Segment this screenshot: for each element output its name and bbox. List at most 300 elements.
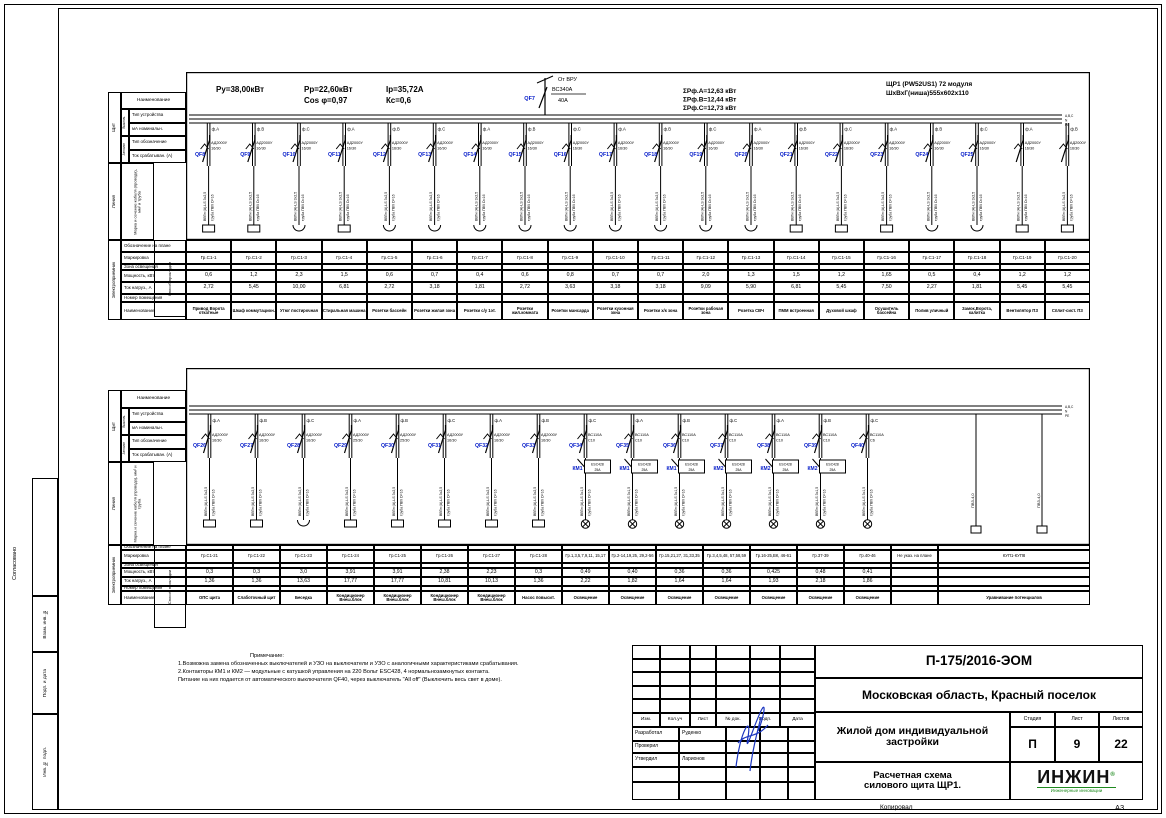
row-current-cell: 10,00 (276, 282, 321, 294)
feeder-QF35 (616, 414, 657, 528)
row-power-cell: 1,5 (322, 270, 367, 282)
row-marking-cell: Гр.С1-2 (231, 252, 276, 264)
svg-text:16/30: 16/30 (437, 146, 447, 151)
row-marking-cell: Гр.С1-15 (819, 252, 864, 264)
row-room-number-cell (276, 294, 321, 302)
row-power-cell: 2,38 (421, 568, 468, 577)
svg-text:16/30: 16/30 (617, 146, 628, 151)
row-name-cell: Розетки рабочая зона (683, 302, 728, 320)
row-plan-designation-cell (367, 240, 412, 252)
stamp-cell (690, 699, 716, 713)
row-power-cell: 2,3 (276, 270, 321, 282)
row-plan-designation-cell (728, 240, 773, 252)
stamp-role-cell (788, 782, 815, 800)
stamp-cell (632, 659, 660, 673)
svg-text:ESC428: ESC428 (591, 462, 604, 467)
svg-text:АД2000У: АД2000У (494, 433, 511, 437)
row-plan-designation-cell (683, 240, 728, 252)
schematic-svg-2 (186, 368, 1090, 545)
row-room-number-cell (774, 294, 819, 302)
row-power-cell: 0,8 (548, 270, 593, 282)
svg-text:ВВГнг(А)-LS 3х2,5: ВВГнг(А)-LS 3х2,5 (533, 486, 537, 516)
row-name-cell: Освещение (750, 591, 797, 605)
row-room-number-cell (502, 294, 547, 302)
stage-value: П (1010, 727, 1055, 762)
logo-tagline: Инженерные инновации (1037, 787, 1116, 794)
stamp-role-cell: Ларионов (679, 753, 726, 767)
svg-text:16/30: 16/30 (934, 146, 944, 151)
row-plan-designation-cell (412, 240, 457, 252)
row-name-cell: Шкаф коммутацион. (231, 302, 276, 320)
row-plan-designation-cell (457, 240, 502, 252)
svg-text:труба ПВХ D=16: труба ПВХ D=16 (681, 489, 686, 516)
title-block (632, 645, 1143, 800)
feeder-QF17 (599, 123, 635, 231)
svg-text:QF13: QF13 (418, 152, 432, 158)
row-marking-cell: Гр.С1-11 (638, 252, 683, 264)
row-room-number-cell (638, 294, 683, 302)
row-name-cell: Освещение (609, 591, 656, 605)
svg-text:труба ПВХ D=16: труба ПВХ D=16 (258, 489, 263, 516)
svg-text:ESC428: ESC428 (638, 462, 651, 467)
label-device-type: Тип устройства (129, 408, 186, 422)
row-current-cell: 1,81 (954, 282, 999, 294)
feeder-s1-20 (1059, 123, 1086, 232)
svg-text:ф.В: ф.В (663, 126, 672, 132)
svg-text:АД2000У: АД2000У (753, 141, 770, 145)
stamp-role-cell (679, 782, 726, 800)
format-label: А3 (1115, 803, 1125, 812)
svg-text:АД2000У: АД2000У (979, 141, 996, 145)
panel-info (886, 81, 972, 97)
margin-box-blank (32, 478, 58, 596)
svg-text:16/30: 16/30 (346, 146, 357, 151)
svg-text:АД2000У: АД2000У (400, 433, 417, 437)
stamp-role-cell: Разработал (632, 727, 679, 741)
svg-text:ф.С: ф.С (437, 126, 446, 132)
svg-text:QF21: QF21 (779, 152, 793, 158)
svg-text:ВВГнг(А)-LS 3х2,5: ВВГнг(А)-LS 3х2,5 (1016, 191, 1021, 221)
svg-text:QF17: QF17 (598, 152, 612, 158)
svg-text:ШхВхГ(ниша)555х602х110: ШхВхГ(ниша)555х602х110 (886, 90, 969, 97)
svg-text:ЩР1 (PW52US1) 72 модуля: ЩР1 (PW52US1) 72 модуля (886, 81, 973, 88)
svg-text:16/30: 16/30 (482, 146, 492, 151)
row-name-cell: Освещение (844, 591, 891, 605)
svg-text:труба ПВХ D=16: труба ПВХ D=16 (775, 489, 780, 516)
svg-text:С10: С10 (682, 438, 689, 443)
svg-text:труба ПВХ D=16: труба ПВХ D=16 (933, 194, 938, 221)
doc-number: П-175/2016-ЭОМ (815, 645, 1143, 678)
row-plan-designation-cell (774, 240, 819, 252)
svg-text:ВВГнг(А)-LS 3х2,5: ВВГнг(А)-LS 3х2,5 (700, 191, 705, 221)
row-power-cell: 0,48 (797, 568, 844, 577)
stamp-cell (780, 686, 815, 700)
svg-text:труба ПВХ D=16: труба ПВХ D=16 (436, 194, 441, 221)
sublabel-breaker: Автомат (121, 435, 129, 462)
svg-text:QF16: QF16 (553, 152, 567, 158)
svg-text:N: N (1065, 118, 1068, 123)
row-marking-cell: Гр.40-46 (844, 550, 891, 563)
svg-text:ф.А: ф.А (482, 126, 491, 132)
svg-text:16/30: 16/30 (798, 146, 809, 151)
row-marking-cell: Гр.С1-17 (909, 252, 954, 264)
row-power-cell: 0,3 (233, 568, 280, 577)
label-trip-current: Ток срабатыван. (А) (129, 150, 186, 164)
stamp-cell (716, 672, 750, 686)
svg-text:QF11: QF11 (328, 152, 341, 158)
row-name-label: Наименование (121, 302, 186, 320)
row-power-cell: 2,23 (468, 568, 515, 577)
svg-text:ф.А: ф.А (494, 418, 502, 423)
row-current-cell: 2,27 (909, 282, 954, 294)
row-room-number-cell (954, 294, 999, 302)
svg-text:АД2000У: АД2000У (798, 141, 815, 145)
stamp-role-cell (788, 767, 815, 782)
svg-text:С6: С6 (870, 438, 875, 443)
row-power-cell (938, 568, 1090, 577)
row-name-cell: Слаботочный щит (233, 591, 280, 605)
stamp-role-cell (679, 741, 726, 753)
row-current-cell: 1,81 (457, 282, 502, 294)
svg-text:25А: 25А (688, 467, 695, 472)
row-room-number-cell (819, 294, 864, 302)
schematic-section-2 (108, 368, 1090, 605)
row-marking-cell: Гр.С1-13 (728, 252, 773, 264)
feeder-QF15 (509, 123, 545, 231)
feeder-QF28 (287, 414, 323, 526)
svg-text:25А: 25А (829, 467, 836, 472)
svg-text:ПВ3-4,0: ПВ3-4,0 (970, 493, 975, 508)
svg-text:труба ПВХ D=16: труба ПВХ D=16 (728, 489, 733, 516)
stamp-role-cell (726, 782, 760, 800)
row-power-cell: 0,6 (367, 270, 412, 282)
row-name-cell: Розетки мансарда (548, 302, 593, 320)
row-plan-designation-cell (593, 240, 638, 252)
row-marking-label: Маркировка (121, 252, 186, 264)
registered-mark-icon: ® (1110, 772, 1116, 779)
svg-text:ВВГнг(А)-LS 3х2,5: ВВГнг(А)-LS 3х2,5 (439, 486, 443, 516)
row-name-cell: Розетки кухонная зона (593, 302, 638, 320)
svg-text:16/30: 16/30 (301, 146, 312, 151)
stamp-header-cell: № док. (716, 713, 750, 727)
row-current-cell: 1,82 (609, 577, 656, 586)
svg-text:ВС110А: ВС110А (776, 433, 790, 437)
stamp-cell (660, 686, 690, 700)
svg-text:С10: С10 (823, 438, 830, 443)
svg-text:ВВГнг(А)-LS 3х2,5: ВВГнг(А)-LS 3х2,5 (564, 191, 569, 221)
svg-text:С10: С10 (635, 438, 642, 443)
row-plan-designation-cell (638, 240, 683, 252)
svg-text:АД2000У: АД2000У (482, 141, 499, 145)
row-light-zone-label: Зона освещения (121, 264, 186, 270)
copied-label: Копировал (880, 804, 913, 811)
vzam-inv-label: Взам. инв. № (42, 609, 48, 639)
svg-text:QF25: QF25 (960, 152, 974, 158)
row-name-cell: Розетки х/к зона (638, 302, 683, 320)
svg-text:QF24: QF24 (915, 152, 929, 158)
row-marking-cell: Гр.С1-7 (457, 252, 502, 264)
row-current-cell: 1,36 (515, 577, 562, 586)
stamp-cell (690, 686, 716, 700)
row-plan-designation-cell (502, 240, 547, 252)
row-current-cell: 10,13 (468, 577, 515, 586)
svg-text:ВС110А: ВС110А (870, 433, 884, 437)
svg-text:труба ПВХ D=16: труба ПВХ D=16 (634, 489, 639, 516)
svg-text:АД2000У: АД2000У (256, 141, 273, 145)
margin-box-inv (32, 714, 58, 810)
svg-text:16/30: 16/30 (843, 146, 854, 151)
svg-text:ф.С: ф.С (302, 126, 310, 132)
feeder-QF31 (428, 414, 464, 527)
svg-text:Кс=0,6: Кс=0,6 (386, 96, 412, 105)
row-name-cell: Кондиционер Внеш.блок (374, 591, 421, 605)
svg-text:QF12: QF12 (372, 152, 386, 158)
stamp-cell (632, 645, 660, 659)
svg-text:АД2000У: АД2000У (663, 141, 680, 145)
svg-text:труба ПВХ D=16: труба ПВХ D=16 (346, 194, 351, 221)
row-name-cell: Розетки жилая зона (412, 302, 457, 320)
svg-text:16/30: 16/30 (889, 146, 899, 151)
svg-text:16/30: 16/30 (391, 146, 402, 151)
svg-text:ВВГнг(А)-LS 3х2,5: ВВГнг(А)-LS 3х2,5 (293, 191, 298, 221)
svg-text:труба ПВХ D=16: труба ПВХ D=16 (587, 489, 592, 516)
row-current-cell: 17,77 (374, 577, 421, 586)
row-name-cell: Духовой шкаф (819, 302, 864, 320)
bus-bars (189, 114, 1074, 127)
svg-text:QF8: QF8 (195, 152, 206, 158)
row-power-cell: 1,2 (231, 270, 276, 282)
stamp-role-cell (679, 767, 726, 782)
feeder-QF14 (463, 123, 499, 231)
row-power-cell: 0,4 (954, 270, 999, 282)
row-current-cell: 13,63 (280, 577, 327, 586)
svg-text:QF7: QF7 (524, 96, 535, 102)
svg-text:ΣРф.С=12,73 кВт: ΣРф.С=12,73 кВт (683, 105, 737, 112)
svg-text:ВВГнг(А)-LS 3х2,5: ВВГнг(А)-LS 3х2,5 (835, 191, 840, 221)
row-power-cell: 1,2 (1000, 270, 1045, 282)
svg-text:16/30: 16/30 (979, 146, 990, 151)
row-marking-label: Маркировка (121, 550, 186, 563)
svg-text:ф.В: ф.В (541, 418, 549, 423)
row-power-cell: 0,425 (750, 568, 797, 577)
stamp-cell (750, 672, 780, 686)
row-power-cell (891, 568, 938, 577)
row-power-cell: 2,0 (683, 270, 728, 282)
svg-text:16/30: 16/30 (1024, 146, 1035, 151)
svg-text:16/30: 16/30 (708, 146, 718, 151)
row-room-number-cell (683, 294, 728, 302)
feeder-QF27 (240, 414, 276, 527)
svg-text:ВВГнг(А)-LS 3х2,5: ВВГнг(А)-LS 3х2,5 (790, 191, 795, 221)
feeder-QF32 (475, 414, 511, 527)
row-plan-designation-cell (954, 240, 999, 252)
row-current-label: Ток нагруз., А (121, 577, 186, 586)
row-marking-cell: Гр.С1-5 (367, 252, 412, 264)
stamp-cell (716, 659, 750, 673)
svg-text:АД2000У: АД2000У (1024, 141, 1041, 145)
sublabel-rcd: Выключ. (121, 109, 129, 136)
row-marking-cell: Гр.С1-25 (374, 550, 421, 563)
feeder-QF10 (283, 123, 319, 231)
row-marking-cell: Гр.С1-10 (593, 252, 638, 264)
svg-text:ВВГнг(А)-LS 3х2,5: ВВГнг(А)-LS 3х2,5 (203, 191, 208, 221)
svg-text:АД2000У: АД2000У (889, 141, 906, 145)
row-current-cell: 17,77 (327, 577, 374, 586)
row-name-cell: ОПС щита (186, 591, 233, 605)
svg-text:ф.А: ф.А (889, 126, 898, 132)
svg-text:труба ПВХ D=16: труба ПВХ D=16 (869, 489, 874, 516)
feeder-QF34 (569, 414, 610, 528)
row-current-cell: 5,90 (728, 282, 773, 294)
stamp-role-cell (632, 767, 679, 782)
svg-text:QF14: QF14 (463, 152, 477, 158)
row-marking-cell: Гр.С1-19 (1000, 252, 1045, 264)
feeder-QF20 (735, 123, 771, 231)
row-plan-designation-label: Обозначение на плане (121, 240, 186, 252)
feeder-QF12 (373, 123, 409, 231)
project-object: Жилой дом индивидуальной застройки (815, 712, 1010, 762)
row-name-cell: Замок,Ворота, калитка (954, 302, 999, 320)
row-power-cell: 0,3 (186, 568, 233, 577)
svg-text:труба ПВХ D=16: труба ПВХ D=16 (493, 489, 498, 516)
feeder-QF39 (804, 414, 845, 528)
row-name-label: Наименование (121, 591, 186, 605)
row-room-number-cell (1000, 294, 1045, 302)
row-name-cell: Насос повысит. (515, 591, 562, 605)
svg-text:КМ1: КМ1 (572, 466, 583, 472)
svg-text:16/30: 16/30 (494, 438, 504, 443)
row-current-cell: 1,64 (703, 577, 750, 586)
svg-text:ф.В: ф.В (934, 126, 943, 132)
svg-text:труба ПВХ D=16: труба ПВХ D=16 (798, 194, 803, 221)
project-location: Московская область, Красный поселок (815, 678, 1143, 712)
row-room-number-cell (367, 294, 412, 302)
feeder-QF25 (961, 123, 997, 231)
svg-text:ВВГнг(А)-LS 3х1,5: ВВГнг(А)-LS 3х1,5 (768, 486, 772, 516)
label-cable-mark: Марка и сечение кабеля (провода), мм² и труба (121, 163, 154, 240)
row-current-label: Ток нагруз., А (121, 282, 186, 294)
row-name-cell: Привод Ворота откатные (186, 302, 231, 320)
row-current-cell: 2,18 (797, 577, 844, 586)
svg-text:16/30: 16/30 (541, 438, 551, 443)
svg-text:ф.С: ф.С (844, 126, 853, 132)
row-marking-cell: КУП1-КУП8 (938, 550, 1090, 563)
svg-text:труба ПВХ D=16: труба ПВХ D=16 (540, 489, 545, 516)
feeder-QF19 (689, 123, 725, 231)
svg-text:ВВГнг(А)-LS 3х2,5: ВВГнг(А)-LS 3х2,5 (609, 191, 614, 221)
stamp-cell (690, 672, 716, 686)
stamp-cell (660, 659, 690, 673)
row-current-cell: 6,81 (322, 282, 367, 294)
svg-text:АД2000У: АД2000У (1069, 141, 1086, 145)
svg-text:QF30: QF30 (381, 443, 394, 449)
stamp-header-cell: Изм. (632, 713, 660, 727)
svg-text:QF32: QF32 (475, 443, 488, 449)
svg-text:АД2000У: АД2000У (708, 141, 725, 145)
stamp-cell (750, 659, 780, 673)
group-label-panel: Щит (108, 390, 121, 462)
feeder-QF24 (915, 123, 951, 231)
company-logo (1010, 762, 1143, 800)
svg-text:ESC428: ESC428 (779, 462, 792, 467)
svg-text:Ру=38,00кВт: Ру=38,00кВт (216, 85, 265, 94)
row-power-cell: 1,5 (774, 270, 819, 282)
row-name-cell: Вентилятор ПЗ (1000, 302, 1045, 320)
svg-text:АД2000У: АД2000У (301, 141, 318, 145)
svg-text:ВВГнг(А)-LS 3х2,5: ВВГнг(А)-LS 3х2,5 (248, 191, 253, 221)
row-power-cell: 0,7 (412, 270, 457, 282)
stamp-role-cell: Утвердил (632, 753, 679, 767)
row-current-cell: 6,81 (774, 282, 819, 294)
svg-text:25/30: 25/30 (353, 438, 363, 443)
row-marking-cell: Гр.37-39 (797, 550, 844, 563)
row-power-cell: 0,49 (562, 568, 609, 577)
row-room-number-cell (412, 294, 457, 302)
svg-text:АД2000У: АД2000У (447, 433, 464, 437)
inv-podl-label: Инв. № подл. (42, 747, 48, 777)
svg-text:ВВГнг(А)-LS 3х1,5: ВВГнг(А)-LS 3х1,5 (862, 486, 866, 516)
stamp-cell (632, 699, 660, 713)
svg-text:ф.В: ф.В (256, 126, 265, 132)
svg-text:PE: PE (1065, 414, 1070, 418)
stamp-role-cell (632, 782, 679, 800)
svg-text:ф.С: ф.С (980, 126, 988, 132)
row-name-cell: Розетки бассейн (367, 302, 412, 320)
svg-text:ESC428: ESC428 (685, 462, 698, 467)
svg-text:АД2000У: АД2000У (212, 433, 229, 437)
row-power-cell: 0,36 (656, 568, 703, 577)
svg-text:С10: С10 (776, 438, 783, 443)
label-ma-nominal: мА номинальн. (129, 123, 186, 137)
row-room-number-label: Номер помещения (121, 586, 186, 591)
label-device-type: Тип устройства (129, 109, 186, 123)
svg-text:QF39: QF39 (804, 443, 817, 449)
row-name-cell: Кондиционер Внеш.блок (421, 591, 468, 605)
svg-text:Рр=22,60кВт: Рр=22,60кВт (304, 85, 353, 94)
row-marking-cell: Гр.С1-6 (412, 252, 457, 264)
row-marking-cell: Гр.1,3,5,7,9,11, 15,17 (562, 550, 609, 563)
svg-text:QF18: QF18 (644, 152, 658, 158)
svg-text:QF35: QF35 (616, 443, 629, 449)
row-marking-cell: Гр.3,4,5,48, 57,58,59 (703, 550, 750, 563)
feeder-QF16 (554, 123, 590, 231)
svg-text:ф.С: ф.С (447, 418, 456, 423)
svg-text:ВВГнг(А)-LS 3х2,5: ВВГнг(А)-LS 3х2,5 (881, 191, 886, 221)
svg-text:ВВГнг(А)-LS 3х2,5: ВВГнг(А)-LS 3х2,5 (474, 191, 479, 221)
label-trip-current: Ток срабатыван. (А) (129, 449, 186, 463)
stamp-header-cell: Кол.уч (660, 713, 690, 727)
svg-text:С10: С10 (588, 438, 595, 443)
feeder-QF26 (193, 414, 229, 527)
stamp-cell (660, 645, 690, 659)
row-plan-designation-cell (819, 240, 864, 252)
svg-text:АД2000У: АД2000У (306, 433, 323, 437)
svg-text:QF37: QF37 (710, 443, 723, 449)
stamp-cell (690, 645, 716, 659)
row-room-number-cell (864, 294, 909, 302)
row-marking-cell: Гр.15,21,27, 31,33,35 (656, 550, 703, 563)
stamp-cell (780, 699, 815, 713)
feeder-QF22 (825, 123, 861, 232)
svg-text:АД2000У: АД2000У (527, 141, 544, 145)
svg-text:ВВГнг(А)-LS 3х2,5: ВВГнг(А)-LS 3х2,5 (429, 191, 434, 221)
svg-text:QF15: QF15 (508, 152, 522, 158)
svg-text:ΣРф.В=12,44 кВт: ΣРф.В=12,44 кВт (683, 96, 737, 104)
svg-text:16/30: 16/30 (572, 146, 583, 151)
svg-text:ВВГнг(А)-LS 3х1,5: ВВГнг(А)-LS 3х1,5 (580, 486, 584, 516)
svg-text:ВВГнг(А)-LS 3х1,5: ВВГнг(А)-LS 3х1,5 (627, 486, 631, 516)
row-marking-cell: Гр.С1-4 (322, 252, 367, 264)
